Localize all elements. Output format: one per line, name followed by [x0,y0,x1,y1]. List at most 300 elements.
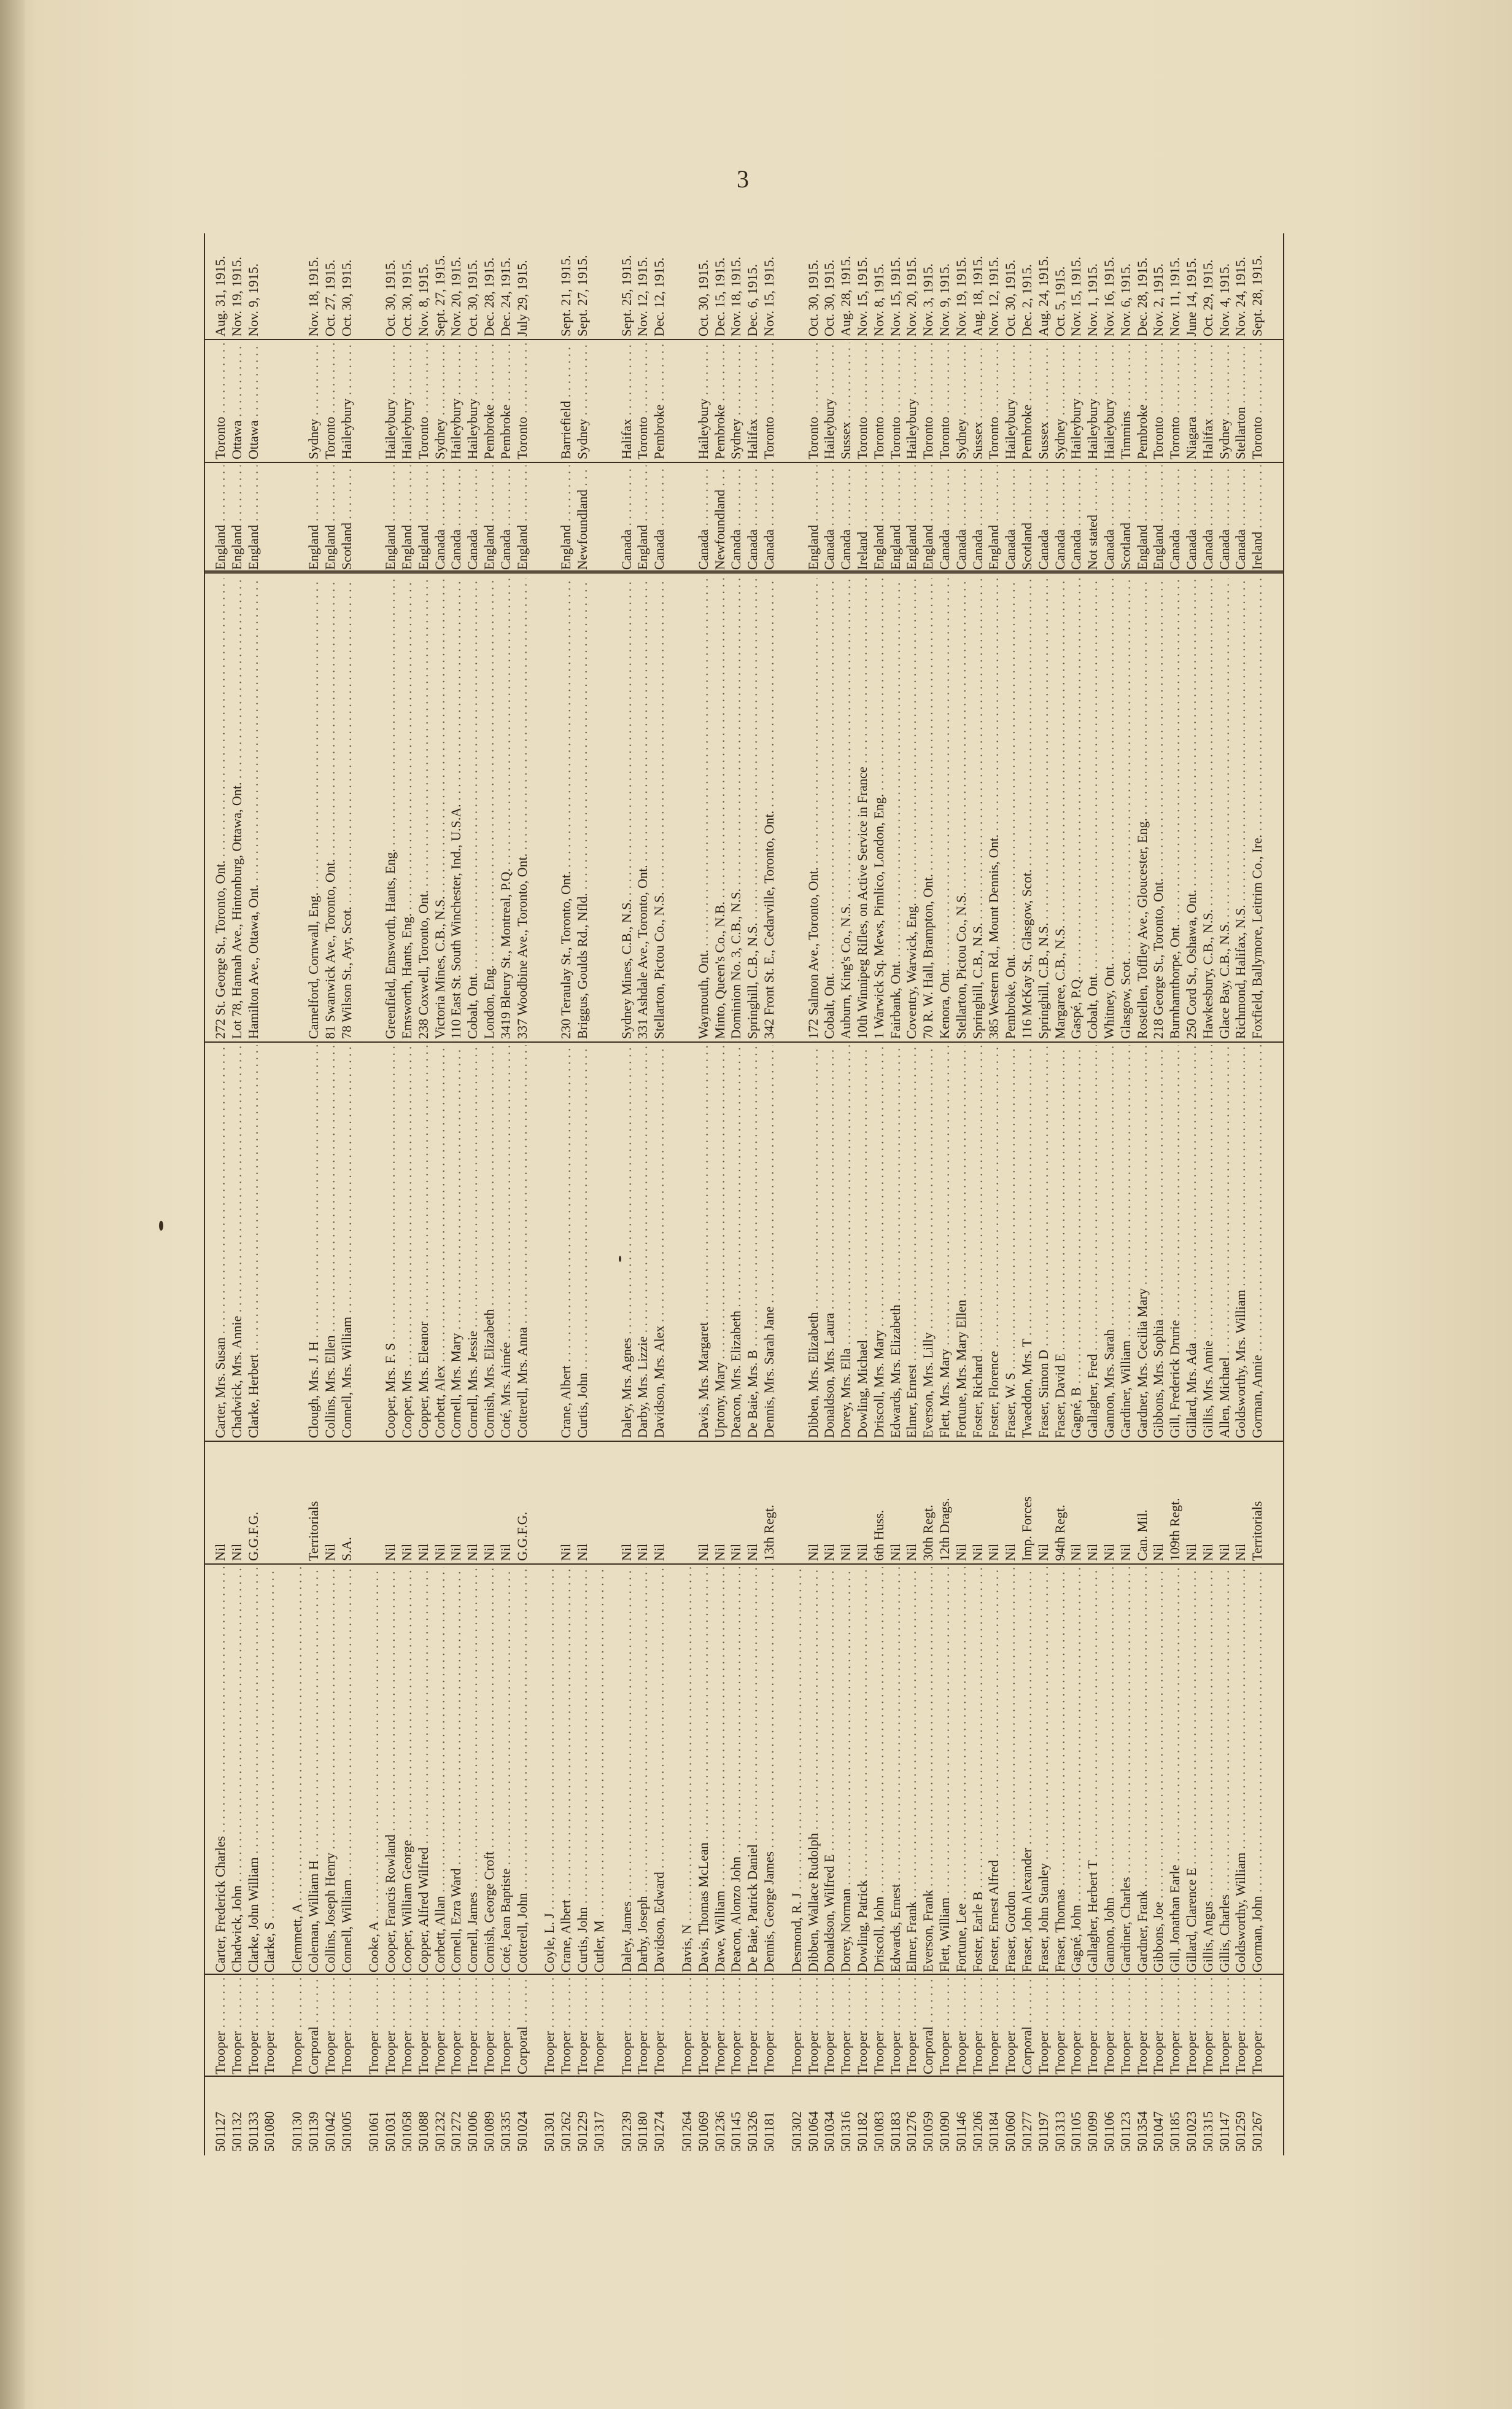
address-cell: Auburn, King's Co., N.S. . . . [838,578,855,1039]
enlisted-at-cell: Halifax . . . [1200,343,1217,459]
soldier-name-cell: De Baie, Patrick Daniel . . . [745,1567,761,1972]
enlistment-date-cell: Nov. 19, 1915. [228,257,244,337]
table-row [838,233,855,2155]
rank-cell: Trooper . . . [1068,1976,1085,2074]
enlisted-at-cell: Toronto . . . [937,343,953,459]
soldier-name-cell: Foster, Ernest Alfred . . . [986,1567,1002,1972]
former-corps-cell: Nil [986,1543,1002,1561]
next-of-kin-cell: Fraser, W. S . . . [1002,1045,1019,1438]
soldier-name-cell: Coté, Jean Baptiste . . . [498,1567,514,1972]
birthplace-cell: Canada . . . [1217,465,1233,570]
address-cell: 3419 Bleury St., Montreal, P.Q. . . . [498,578,514,1039]
next-of-kin-cell: Dibben, Mrs. Elizabeth . . . [805,1045,822,1438]
table-row [761,233,778,2155]
birthplace-cell: Scotland . . . [339,465,355,570]
birthplace-cell: England . . . [805,465,822,570]
next-of-kin-cell: Foster, Florence . . . [986,1045,1002,1438]
table-row [696,233,712,2155]
table-row [953,233,970,2155]
table-row [789,233,805,2155]
enlisted-at-cell: Haileybury . . . [1101,343,1118,459]
regimental-number-cell: 501183 [887,2111,903,2152]
rank-cell: Trooper . . . [855,1976,871,2074]
soldier-name-cell: Connell, William . . . [339,1567,355,1972]
birthplace-cell: Scotland . . . [1118,465,1134,570]
regimental-number-cell: 501083 [870,2111,886,2152]
soldier-name-cell: Davis, Thomas McLean . . . [696,1567,712,1972]
enlisted-at-cell: Toronto . . . [1167,343,1184,459]
row-group [619,233,668,2155]
former-corps-cell: Nil [618,1543,634,1561]
soldier-name-cell: Gardner, Frank . . . [1134,1567,1151,1972]
rank-cell: Trooper . . . [289,1976,306,2074]
address-cell: Burnhamthorpe, Ont. . . . [1167,578,1184,1039]
row-group [212,233,278,2155]
former-corps-cell: Nil [1183,1543,1199,1561]
next-of-kin-cell: Connell, Mrs. William . . . [339,1045,355,1438]
table-row [1019,233,1036,2155]
rank-cell: Trooper . . . [448,1976,465,2074]
former-corps-cell: Nil [904,1543,920,1561]
table-row [1249,233,1266,2155]
regimental-number-cell: 501313 [1052,2111,1068,2152]
enlistment-date-cell: Sept. 25, 1915. [618,255,634,337]
rank-cell: Trooper . . . [1134,1976,1151,2074]
birthplace-cell: Canada . . . [432,465,449,570]
former-corps-cell: Nil [821,1543,837,1561]
rank-cell: Trooper . . . [229,1976,246,2074]
next-of-kin-cell: Goldsworthy, Mrs. William . . . [1233,1045,1249,1438]
former-corps-cell: Nil [558,1543,574,1561]
former-corps-cell: Nil [497,1543,513,1561]
soldier-name-cell: Cornell, James . . . [465,1567,481,1972]
rank-cell: Trooper . . . [953,1976,970,2074]
birthplace-cell: England . . . [920,465,937,570]
former-corps-cell: Nil [635,1543,651,1561]
enlistment-date-cell: Nov. 19, 1915. [953,257,969,337]
soldier-name-cell: Driscoll, John . . . [871,1567,888,1972]
rank-cell: Trooper . . . [262,1976,278,2074]
regimental-number-cell: 501042 [322,2111,338,2152]
enlisted-at-cell: Sussex . . . [838,343,855,459]
birthplace-cell: Canada . . . [465,465,481,570]
rank-cell: Trooper . . . [1150,1976,1167,2074]
page-number: 3 [737,165,749,193]
soldier-name-cell: Gillis, Angus . . . [1200,1567,1217,1972]
next-of-kin-cell: Coté, Mrs. Aimée . . . [498,1045,514,1438]
enlisted-at-cell: Toronto . . . [416,343,432,459]
regimental-number-cell: 501239 [618,2111,634,2152]
enlisted-at-cell: Toronto . . . [1249,343,1266,459]
soldier-name-cell: Cornish, George Croft . . . [481,1567,498,1972]
birthplace-cell: England . . . [1150,465,1167,570]
birthplace-cell: England . . . [481,465,498,570]
birthplace-cell: Canada . . . [498,465,514,570]
enlisted-at-cell: Ottawa . . . [246,343,262,459]
soldier-name-cell: Everson, Frank . . . [920,1567,937,1972]
table-row [619,233,635,2155]
ink-speck [159,1221,163,1231]
soldier-name-cell: Corbett, Allan . . . [432,1567,449,1972]
regimental-number-cell: 501090 [936,2111,952,2152]
table-row [970,233,987,2155]
former-corps-cell: G.G.F.G. [514,1511,530,1561]
regimental-number-cell: 501130 [289,2111,305,2152]
next-of-kin-cell: Darby, Mrs. Lizzie . . . [635,1045,651,1438]
table-row [1134,233,1151,2155]
former-corps-cell: Nil [398,1543,414,1561]
regimental-number-cell: 501061 [366,2111,382,2152]
soldier-name-cell: Flett, William . . . [937,1567,953,1972]
rank-cell: Corporal . . . [306,1976,322,2074]
next-of-kin-cell: Flett, Mrs. Mary . . . [937,1045,953,1438]
table-row [498,233,514,2155]
table-row [1002,233,1019,2155]
next-of-kin-cell: Gibbons, Mrs. Sophia . . . [1150,1045,1167,1438]
table-row [888,233,904,2155]
rank-cell: Trooper . . . [498,1976,514,2074]
table-row [514,233,531,2155]
enlisted-at-cell: Halifax . . . [745,343,761,459]
address-cell: 238 Coxwell, Toronto, Ont. . . . [416,578,432,1039]
birthplace-cell: England . . . [904,465,920,570]
regimental-number-cell: 501267 [1249,2111,1265,2152]
enlistment-date-cell: Nov. 15, 1915. [1068,257,1084,337]
next-of-kin-cell: Elmer, Ernest . . . [904,1045,920,1438]
enlistment-date-cell: Dec. 15, 1915. [711,257,727,337]
former-corps-cell: Nil [228,1543,244,1561]
birthplace-cell: Canada . . . [651,465,668,570]
rank-cell: Trooper . . . [416,1976,432,2074]
enlistment-date-cell: Nov. 16, 1915. [1101,257,1117,337]
soldier-name-cell: Fortune, Lee . . . [953,1567,970,1972]
next-of-kin-cell: Cotterell, Mrs. Anna . . . [514,1045,531,1438]
soldier-name-cell: Desmond, R. J . . . [789,1567,805,1972]
address-cell: Cobalt, Ont. . . . [1085,578,1101,1039]
soldier-name-cell: Davidson, Edward . . . [651,1567,668,1972]
former-corps-cell: Nil [465,1543,481,1561]
enlisted-at-cell: Ottawa . . . [229,343,246,459]
enlistment-date-cell: Oct. 30, 1915. [398,259,414,337]
table-row [728,233,745,2155]
roster-table [204,233,1284,2155]
regimental-number-cell: 501034 [821,2111,837,2152]
former-corps-cell: 30th Regt. [920,1504,936,1561]
next-of-kin-cell: Driscoll, Mrs. Mary . . . [871,1045,888,1438]
birthplace-cell: Ireland . . . [855,465,871,570]
enlisted-at-cell: Timmins . . . [1118,343,1134,459]
table-row [821,233,838,2155]
regimental-number-cell: 501262 [558,2111,574,2152]
former-corps-cell: Nil [651,1543,667,1561]
soldier-name-cell: Cooke, A . . . [366,1567,382,1972]
birthplace-cell: Newfoundland . . . [575,465,591,570]
rank-cell: Trooper . . . [871,1976,888,2074]
enlistment-date-cell: Aug. 31, 1915. [212,255,228,337]
enlistment-date-cell: Nov. 12, 1915. [635,257,651,337]
regimental-number-cell: 501181 [761,2111,777,2152]
rank-cell: Trooper . . . [212,1976,229,2074]
regimental-number-cell: 501272 [448,2111,464,2152]
address-cell: Whitney, Ont. . . . [1101,578,1118,1039]
enlistment-date-cell: July 29, 1915. [514,260,530,337]
regimental-number-cell: 501088 [415,2111,431,2152]
former-corps-cell: Nil [1216,1543,1232,1561]
next-of-kin-cell: Daley, Mrs. Agnes . . . [619,1045,635,1438]
former-corps-cell: Nil [382,1543,398,1561]
soldier-name-cell: Chadwick, John . . . [229,1567,246,1972]
next-of-kin-cell: Fraser, Simon D . . . [1036,1045,1052,1438]
enlisted-at-cell: Sydney . . . [432,343,449,459]
next-of-kin-cell: Gillis, Mrs. Annie . . . [1200,1045,1217,1438]
soldier-name-cell: Cotterell, John . . . [514,1567,531,1972]
next-of-kin-cell: Gardner, Mrs. Cecilia Mary . . . [1134,1045,1151,1438]
address-cell: Emsworth, Hants, Eng. . . . [399,578,416,1039]
table-row [1167,233,1184,2155]
birthplace-cell: Canada . . . [448,465,465,570]
next-of-kin-cell: Fraser, David E . . . [1052,1045,1069,1438]
soldier-name-cell: Dowling, Patrick . . . [855,1567,871,1972]
birthplace-cell: Canada . . . [1036,465,1052,570]
enlisted-at-cell: Toronto . . . [635,343,651,459]
rank-cell: Trooper . . . [575,1976,591,2074]
former-corps-cell: Territorials [1249,1501,1265,1561]
birthplace-cell: England . . . [871,465,888,570]
next-of-kin-cell: Davis, Mrs. Margaret . . . [696,1045,712,1438]
former-corps-cell: Nil [1002,1543,1018,1561]
enlistment-date-cell: Nov. 8, 1915. [870,263,886,337]
table-row [855,233,871,2155]
table-row [937,233,953,2155]
enlisted-at-cell: Halifax . . . [619,343,635,459]
regimental-number-cell: 501059 [920,2111,936,2152]
regimental-number-cell: 501133 [245,2111,261,2152]
enlistment-date-cell: Oct. 30, 1915. [382,259,398,337]
rank-cell: Trooper . . . [541,1976,558,2074]
rank-cell: Trooper . . . [821,1976,838,2074]
rank-cell: Trooper . . . [339,1976,355,2074]
soldier-name-cell: Gardiner, Charles . . . [1118,1567,1134,1972]
soldier-name-cell: Dibben, Wallace Rudolph . . . [805,1567,822,1972]
rank-cell: Trooper . . . [904,1976,920,2074]
birthplace-cell: England . . . [635,465,651,570]
soldier-name-cell: Gillis, Charles . . . [1217,1567,1233,1972]
row-group [789,233,1266,2155]
rank-cell: Trooper . . . [1249,1976,1266,2074]
rank-cell: Trooper . . . [399,1976,416,2074]
address-cell: 230 Teraulay St., Toronto, Ont. . . . [558,578,575,1039]
table-row [1200,233,1217,2155]
rank-cell: Trooper . . . [712,1976,729,2074]
former-corps-cell: Nil [1117,1543,1133,1561]
next-of-kin-cell: Dorey, Mrs. Ella . . . [838,1045,855,1438]
next-of-kin-cell: De Baie, Mrs. B . . . [745,1045,761,1438]
birthplace-cell: England . . . [986,465,1002,570]
table-row [416,233,432,2155]
address-cell: Gaspé, P.Q. . . . [1068,578,1085,1039]
address-cell: Glace Bay, C.B., N.S. . . . [1217,578,1233,1039]
next-of-kin-cell: Clough, Mrs. J. H . . . [306,1045,322,1438]
next-of-kin-cell: Davidson, Mrs. Alex . . . [651,1045,668,1438]
enlistment-date-cell: June 14, 1915. [1183,257,1199,337]
enlisted-at-cell: Haileybury . . . [465,343,481,459]
regimental-number-cell: 501236 [711,2111,727,2152]
next-of-kin-cell: Donaldson, Mrs. Laura . . . [821,1045,838,1438]
table-row [1118,233,1134,2155]
enlistment-date-cell: Oct. 5, 1915. [1052,266,1068,337]
address-cell: Foxfield, Ballymore, Leitrim Co., Ire. . . . [1249,578,1266,1039]
table-row [339,233,355,2155]
former-corps-cell: Nil [415,1543,431,1561]
enlisted-at-cell: Toronto . . . [322,343,339,459]
birthplace-cell: Canada . . . [838,465,855,570]
soldier-name-cell: Curtis, John . . . [575,1567,591,1972]
soldier-name-cell: Crane, Albert . . . [558,1567,575,1972]
table-row [366,233,382,2155]
address-cell: Glasgow, Scot. . . . [1118,578,1134,1039]
next-of-kin-cell: Cornell, Mrs. Jessie . . . [465,1045,481,1438]
table-row [289,233,306,2155]
former-corps-cell: 109th Regt. [1167,1498,1183,1561]
regimental-number-cell: 501145 [728,2111,744,2152]
birthplace-cell: Not stated . . . [1085,465,1101,570]
regimental-number-cell: 501005 [338,2111,354,2152]
former-corps-cell: Nil [1200,1543,1215,1561]
former-corps-cell: Nil [854,1543,870,1561]
table-row [1036,233,1052,2155]
rank-cell: Trooper . . . [1184,1976,1200,2074]
rank-cell: Trooper . . . [728,1976,745,2074]
enlistment-date-cell: Sept. 27, 1915. [574,255,590,337]
enlistment-date-cell: Nov. 15, 1915. [854,257,870,337]
soldier-name-cell: Coleman, William H . . . [306,1567,322,1972]
birthplace-cell: Canada . . . [953,465,970,570]
table-row [805,233,822,2155]
address-cell: 10th Winnipeg Rifles, on Active Service in France . . . [855,578,871,1039]
enlistment-date-cell: Dec. 6, 1915. [745,264,761,337]
regimental-number-cell: 501023 [1183,2111,1199,2152]
birthplace-cell: Canada . . . [728,465,745,570]
enlistment-date-cell: Nov. 2, 1915. [1150,263,1166,337]
table-row [1068,233,1085,2155]
former-corps-cell: Nil [711,1543,727,1561]
next-of-kin-cell: Dennis, Mrs. Sarah Jane . . . [761,1045,778,1438]
rank-cell: Trooper . . . [382,1976,399,2074]
enlistment-date-cell: Oct. 29, 1915. [1200,259,1215,337]
address-cell: Margaree, C.B., N.S. . . . [1052,578,1069,1039]
soldier-name-cell: Cooper, Francis Rowland . . . [382,1567,399,1972]
enlisted-at-cell: Pembroke . . . [498,343,514,459]
rank-cell: Trooper . . . [1036,1976,1052,2074]
address-cell: 172 Salmon Ave., Toronto, Ont. . . . [805,578,822,1039]
table-row [1052,233,1069,2155]
next-of-kin-cell: Cooper, Mrs . . . [399,1045,416,1438]
next-of-kin-cell: Fortune, Mrs. Mary Ellen . . . [953,1045,970,1438]
regimental-number-cell: 501080 [262,2111,277,2152]
former-corps-cell: Nil [838,1543,854,1561]
table-row [212,233,229,2155]
table-row [481,233,498,2155]
enlistment-date-cell: Nov. 6, 1915. [1117,263,1133,337]
regimental-number-cell: 501127 [212,2111,228,2152]
rank-cell: Trooper . . . [888,1976,904,2074]
regimental-number-cell: 501276 [904,2111,920,2152]
soldier-name-cell: Coyle, L. J . . . [541,1567,558,1972]
rank-cell: Trooper . . . [432,1976,449,2074]
enlistment-date-cell: Nov. 20, 1915. [904,257,920,337]
regimental-number-cell: 501031 [382,2111,398,2152]
table-row [382,233,399,2155]
enlistment-date-cell: Oct. 30, 1915. [695,259,711,337]
address-cell: Lot 78, Hannah Ave., Hintonburg, Ottawa, Ont. . . . [229,578,246,1039]
next-of-kin-cell: Everson, Mrs. Lilly . . . [920,1045,937,1438]
rank-cell: Trooper . . . [1101,1976,1118,2074]
soldier-name-cell: Gorman, John . . . [1249,1567,1266,1972]
rank-cell: Trooper . . . [970,1976,987,2074]
regimental-number-cell: 501132 [228,2111,244,2152]
address-cell: Coventry, Warwick, Eng. . . . [904,578,920,1039]
address-cell: 337 Woodbine Ave., Toronto, Ont. . . . [514,578,531,1039]
former-corps-cell: G.G.F.G. [245,1511,261,1561]
rank-cell: Trooper . . . [1233,1976,1249,2074]
next-of-kin-cell: Cornell, Mrs. Mary . . . [448,1045,465,1438]
enlistment-date-cell: Oct. 30, 1915. [465,259,481,337]
soldier-name-cell: Gillard, Clarence E . . . [1184,1567,1200,1972]
regimental-number-cell: 501301 [541,2111,557,2152]
birthplace-cell: England . . . [212,465,229,570]
row-group [541,233,607,2155]
regimental-number-cell: 501147 [1216,2111,1232,2152]
birthplace-cell: England . . . [229,465,246,570]
regimental-number-cell: 501206 [969,2111,985,2152]
regimental-number-cell: 501123 [1117,2111,1133,2152]
birthplace-cell: Canada . . . [761,465,778,570]
next-of-kin-cell: Allen, Michael . . . [1217,1045,1233,1438]
next-of-kin-cell: Crane, Albert . . . [558,1045,575,1438]
enlisted-at-cell: Toronto . . . [920,343,937,459]
regimental-number-cell: 501274 [651,2111,667,2152]
regimental-number-cell: 501105 [1068,2111,1084,2152]
regimental-number-cell: 501089 [481,2111,497,2152]
enlistment-date-cell: Oct. 30, 1915. [805,259,821,337]
former-corps-cell: Nil [805,1543,821,1561]
birthplace-cell: England . . . [306,465,322,570]
rank-cell: Trooper . . . [1200,1976,1217,2074]
regimental-number-cell: 501146 [953,2111,969,2152]
former-corps-cell: 94th Regt. [1052,1504,1068,1561]
rank-cell: Trooper . . . [635,1976,651,2074]
address-cell: Cobalt, Ont. . . . [821,578,838,1039]
binding-gutter [0,0,25,2409]
soldier-name-cell: Collins, Joseph Henry . . . [322,1567,339,1972]
next-of-kin-cell: Collins, Mrs. Ellen . . . [322,1045,339,1438]
former-corps-cell: 6th Huss. [870,1509,886,1561]
birthplace-cell: Canada . . . [1068,465,1085,570]
next-of-kin-cell: Gillard, Mrs. Ada . . . [1184,1045,1200,1438]
enlistment-date-cell: Dec. 28, 1915. [481,257,497,337]
next-of-kin-cell: Twaeddon, Mrs. T . . . [1019,1045,1036,1438]
table-row [229,233,246,2155]
enlisted-at-cell: Toronto . . . [1150,343,1167,459]
address-cell: 385 Western Rd., Mount Dennis, Ont. . . . [986,578,1002,1039]
enlistment-date-cell: Nov. 9, 1915. [936,263,952,337]
birthplace-cell: England . . . [246,465,262,570]
soldier-name-cell: Gannon, John . . . [1101,1567,1118,1972]
table-row [591,233,608,2155]
enlisted-at-cell: Sydney . . . [953,343,970,459]
former-corps-cell: Nil [481,1543,497,1561]
address-cell: Springhill, C.B., N.S. . . . [970,578,987,1039]
